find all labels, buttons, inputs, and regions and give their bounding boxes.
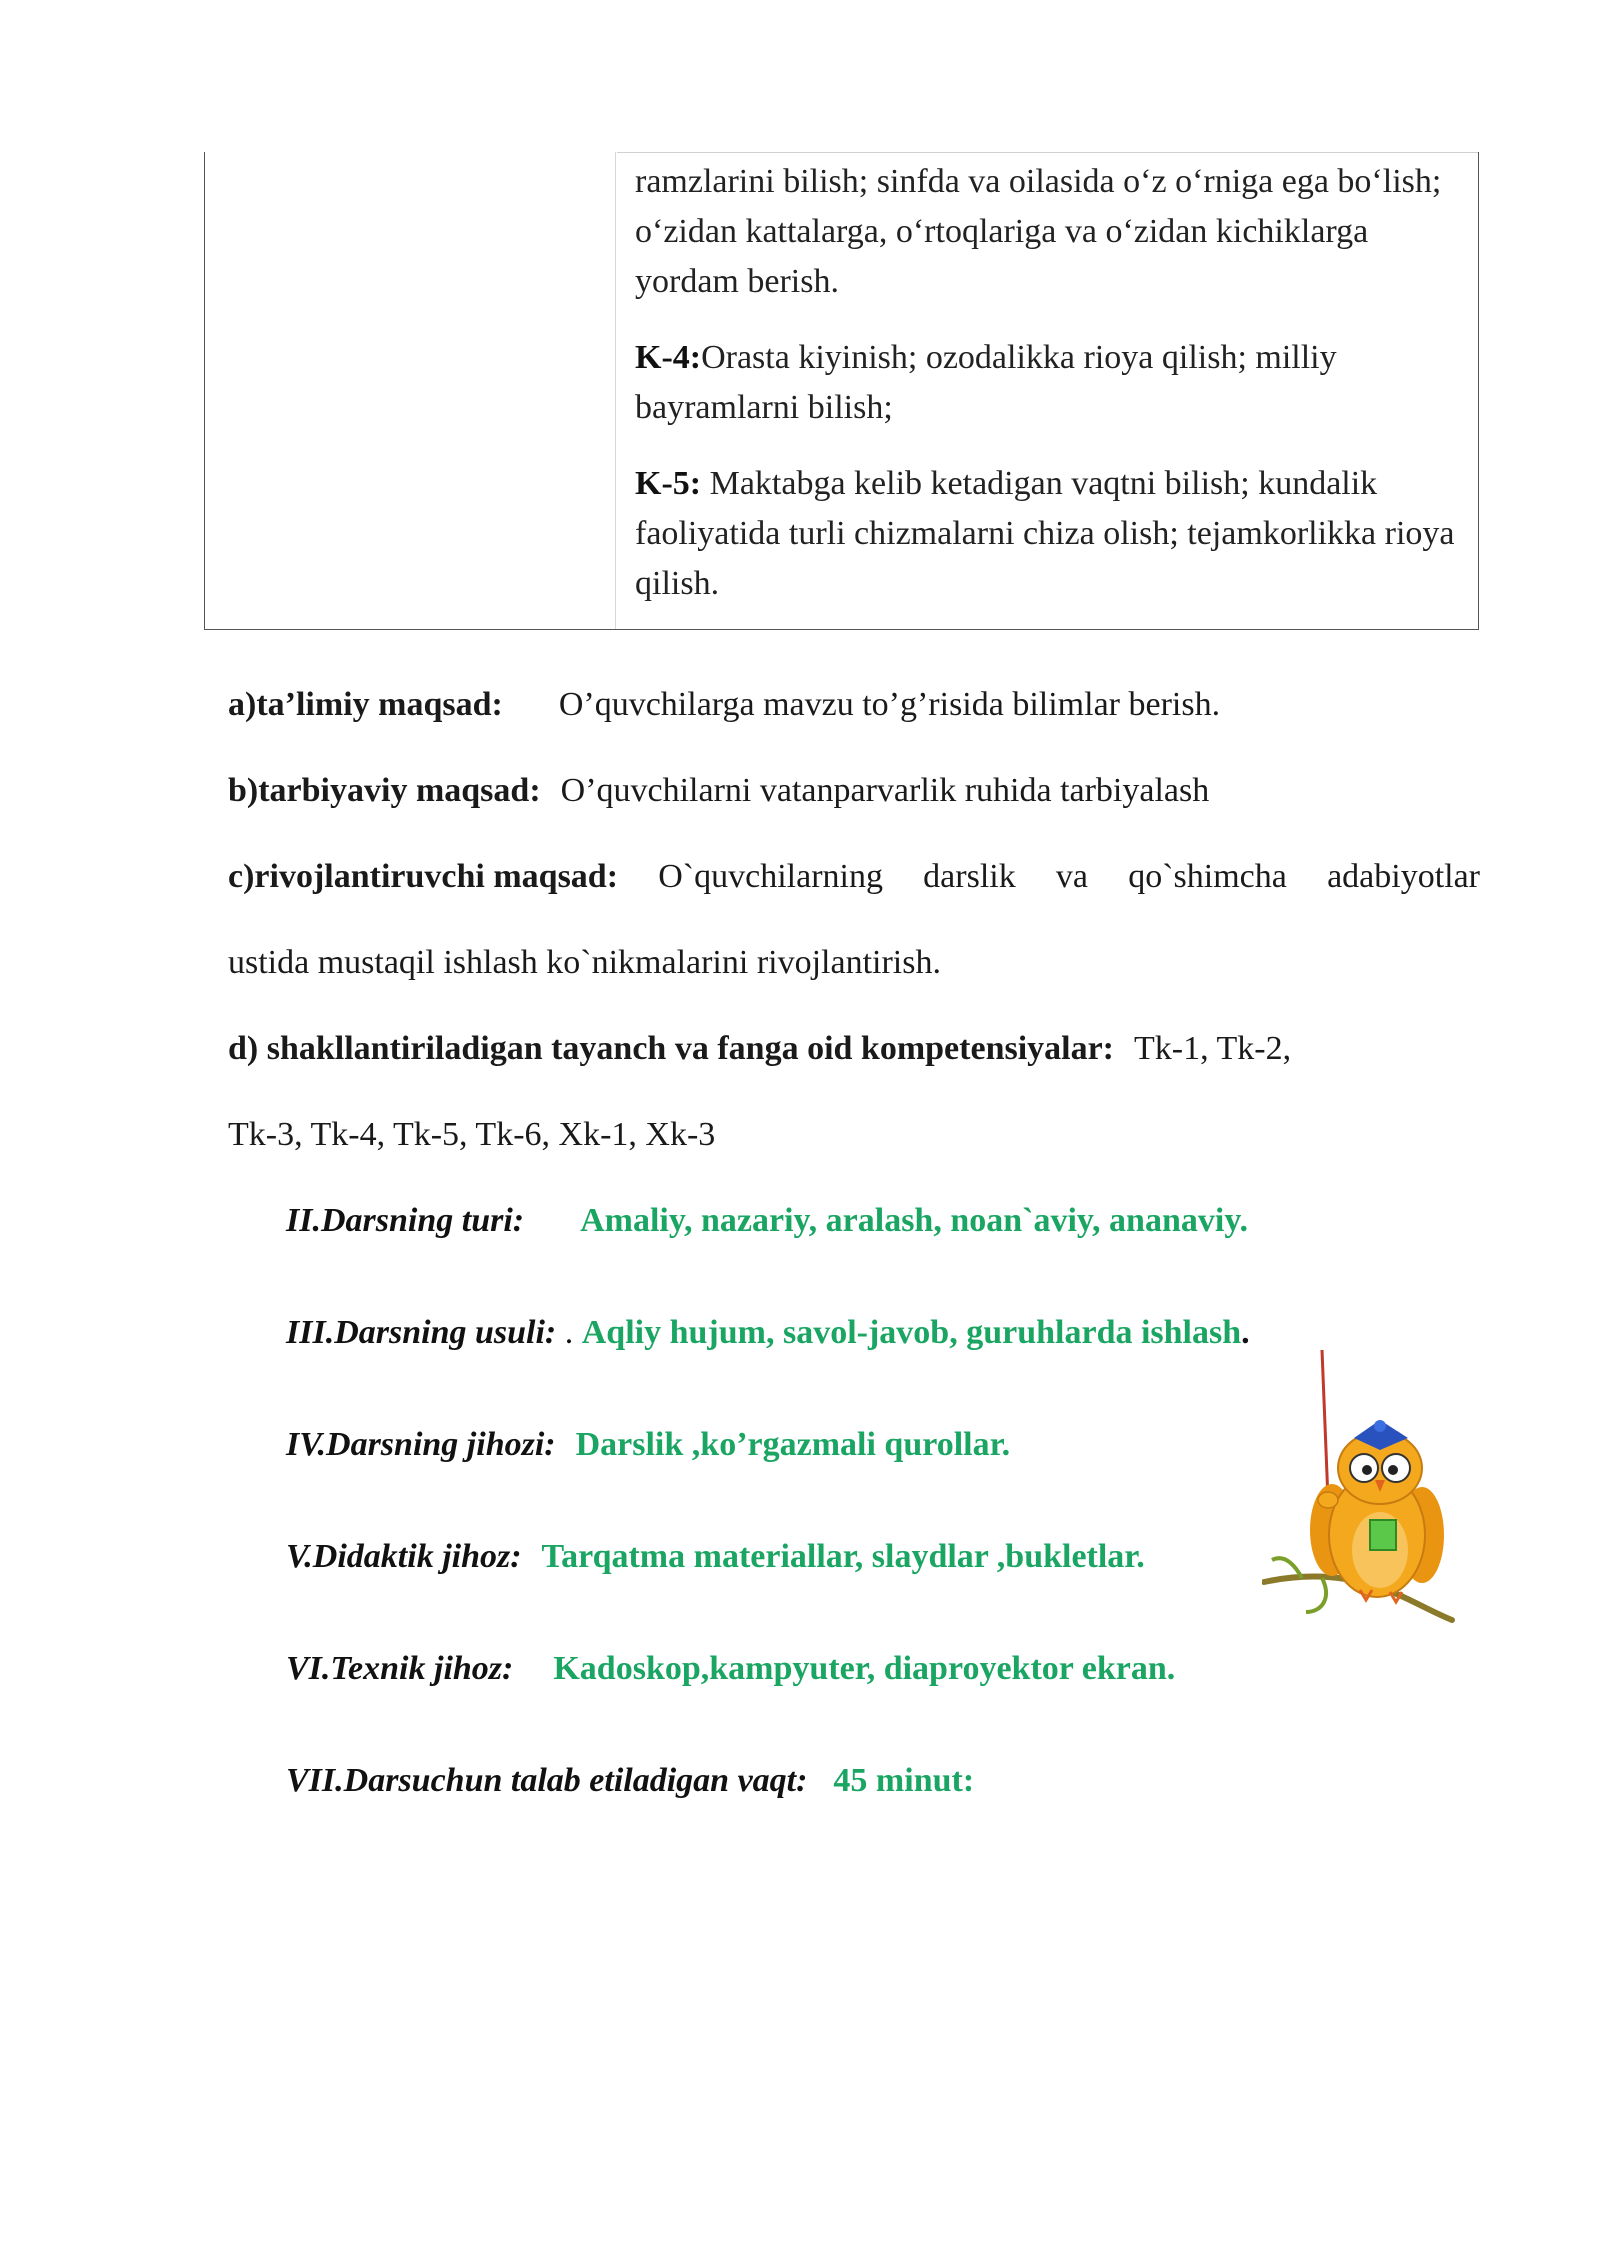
objective-c-continued: ustida mustaqil ishlash ko`nikmalarini rivojlantirish. [228,944,941,981]
section-lesson-equipment [286,1420,1010,1470]
section-separator: . [556,1314,582,1351]
section-tail: . [1241,1314,1250,1351]
objective-d-label: d) shakllantiriladigan tayanch va fanga oid kompetensiyalar: [228,1030,1115,1067]
objective-d-text: Tk-1, Tk-2, [1134,1030,1292,1067]
objective-b-label: b)tarbiyaviy maqsad: [228,772,541,809]
section-label: III.Darsning usuli: [286,1314,557,1351]
objective-a-label: a)ta’limiy maqsad: [228,686,503,723]
section-label: VII.Darsuchun talab etiladigan vaqt: [286,1762,808,1799]
objective-c-word: O`quvchilarning [658,858,883,895]
objective-a [228,680,1220,730]
section-technical-equipment [286,1644,1175,1694]
k5-text: Maktabga kelib ketadigan vaqtni bilish; kundalik faoliyatida turli chizmalarni chiza olish; tejamkorlikka rioya qilish. [635,465,1455,602]
objective-c [228,852,1480,902]
book-icon [1370,1520,1396,1550]
table-right-cell [617,152,1478,629]
owl-teacher-illustration [1262,1350,1462,1640]
leaf-icon [1306,1578,1326,1612]
objective-a-text: O’quvchilarga mavzu to’g’risida bilimlar berish. [558,686,1221,723]
section-label: IV.Darsning jihozi: [286,1426,556,1463]
objective-c-label: c)rivojlantiruvchi maqsad: [228,858,619,895]
section-value: Aqliy hujum, savol-javob, guruhlarda ishlash [581,1314,1242,1351]
objective-d [228,1024,1291,1074]
section-value: Kadoskop,kampyuter, diaproyektor ekran. [553,1650,1176,1687]
competency-k5 [635,459,1458,609]
section-lesson-type [286,1196,1248,1246]
objective-b-text: O’quvchilarni vatanparvarlik ruhida tarbiyalash [560,772,1210,809]
k4-label: K-4: [635,339,702,376]
objective-d-continued: Tk-3, Tk-4, Tk-5, Tk-6, Xk-1, Xk-3 [228,1116,716,1153]
section-label: V.Didaktik jihoz: [286,1538,522,1575]
k5-label: K-5: [635,465,702,502]
objective-c-word: adabiyotlar [1327,858,1480,895]
section-label: VI.Texnik jihoz: [286,1650,514,1687]
k4-text: Orasta kiyinish; ozodalikka rioya qilish; milliy bayramlarni bilish; [635,339,1337,426]
section-label: II.Darsning turi: [286,1202,525,1239]
section-lesson-time [286,1756,974,1806]
objective-b [228,766,1209,816]
section-value: 45 minut: [833,1762,975,1799]
competency-table [204,152,1479,630]
section-value: Darslik ,ko’rgazmali qurollar. [575,1426,1011,1463]
competency-k4 [635,333,1458,433]
table-left-cell [205,152,616,629]
objective-c-word: va [1055,858,1089,895]
section-lesson-method [286,1308,1250,1358]
section-value: Amaliy, nazariy, aralash, noan`aviy, ananaviy. [580,1202,1248,1239]
pointer-stick-icon [1322,1350,1328,1500]
competency-paragraph-1: ramzlarini bilish; sinfda va oilasida o‘z o‘rniga ega bo‘lish; o‘zidan kattalarga, o‘rtoqlariga va o‘zidan kichiklarga yordam berish. [635,163,1442,300]
objective-c-word: qo`shimcha [1128,858,1287,895]
section-didactic-equipment [286,1532,1145,1582]
section-value: Tarqatma materiallar, slaydlar ,bukletlar. [541,1538,1145,1575]
objective-c-word: darslik [923,858,1016,895]
